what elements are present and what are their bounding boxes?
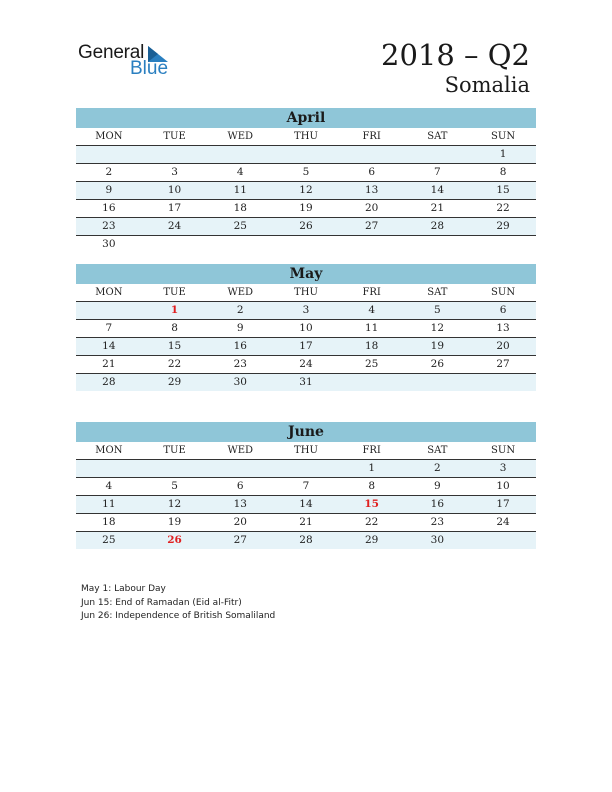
day-cell: 29 — [496, 220, 510, 232]
weekday-label: FRI — [362, 445, 381, 456]
day-cell: 19 — [167, 516, 182, 528]
month-june — [76, 422, 536, 549]
weekday-label: WED — [227, 287, 254, 298]
day-cell: 19 — [430, 340, 445, 352]
day-cell: 6 — [236, 480, 244, 492]
week-row — [76, 338, 536, 356]
day-cell: 22 — [496, 202, 510, 214]
day-cell: 31 — [299, 376, 313, 388]
day-cell: 11 — [233, 184, 247, 196]
week-row — [76, 200, 536, 218]
day-cell: 21 — [299, 516, 313, 528]
day-cell: 4 — [236, 166, 244, 178]
weekday-label: TUE — [163, 131, 186, 142]
empty-day-cell — [207, 236, 273, 253]
day-cell: 5 — [171, 480, 178, 492]
empty-day-cell — [405, 146, 471, 163]
day-cell: 16 — [430, 498, 445, 510]
weekday-label: THU — [294, 287, 318, 298]
empty-day-cell — [405, 236, 471, 253]
holiday-note: May 1: Labour Day — [81, 584, 166, 594]
day-cell: 10 — [299, 322, 313, 334]
holiday-day-cell: 15 — [364, 498, 379, 510]
day-cell: 21 — [102, 358, 116, 370]
weekday-label: MON — [95, 445, 123, 456]
day-cell: 7 — [302, 480, 310, 492]
weekday-label: SUN — [491, 131, 516, 142]
day-cell: 8 — [499, 166, 507, 178]
day-cell: 11 — [364, 322, 379, 334]
month-may — [76, 264, 536, 391]
day-cell: 20 — [233, 516, 247, 528]
day-cell: 13 — [364, 184, 379, 196]
day-cell: 12 — [167, 498, 182, 510]
day-cell: 14 — [102, 340, 116, 352]
week-row — [76, 236, 536, 253]
week-row — [76, 218, 536, 236]
day-cell: 10 — [167, 184, 182, 196]
day-cell: 7 — [105, 322, 113, 334]
weekday-label: SUN — [491, 287, 516, 298]
holiday-note: Jun 15: End of Ramadan (Eid al-Fitr) — [81, 597, 242, 608]
empty-day-cell — [76, 302, 142, 319]
day-cell: 24 — [299, 358, 313, 370]
day-cell: 12 — [299, 184, 313, 196]
day-cell: 6 — [499, 304, 507, 316]
day-cell: 28 — [102, 376, 116, 388]
weekday-label: THU — [294, 445, 318, 456]
logo-blue-text: Blue — [130, 58, 169, 79]
day-cell: 29 — [167, 376, 182, 388]
day-cell: 2 — [236, 304, 244, 316]
day-cell: 18 — [233, 202, 247, 214]
day-cell: 30 — [102, 238, 116, 250]
day-cell: 15 — [167, 340, 182, 352]
empty-day-cell — [339, 236, 405, 253]
week-row — [76, 532, 536, 549]
holiday-day-cell: 1 — [170, 304, 179, 316]
weekday-label: FRI — [362, 287, 381, 298]
week-row — [76, 146, 536, 164]
holiday-note: Jun 26: Independence of British Somaliland — [81, 611, 276, 621]
empty-day-cell — [76, 460, 142, 477]
day-cell: 27 — [233, 534, 247, 546]
day-cell: 3 — [302, 304, 310, 316]
day-cell: 1 — [499, 148, 507, 160]
weekday-label: WED — [227, 445, 254, 456]
empty-day-cell — [142, 236, 208, 253]
day-cell: 27 — [496, 358, 510, 370]
empty-day-cell — [339, 146, 405, 163]
day-cell: 22 — [364, 516, 379, 528]
day-cell: 10 — [496, 480, 510, 492]
holiday-notes — [81, 583, 275, 624]
week-row — [76, 182, 536, 200]
empty-day-cell — [273, 460, 339, 477]
day-cell: 17 — [167, 202, 182, 214]
weekday-header-row — [76, 128, 536, 146]
empty-day-cell — [405, 374, 471, 391]
day-cell: 17 — [496, 498, 510, 510]
empty-day-cell — [470, 532, 536, 549]
weekday-label: TUE — [163, 445, 186, 456]
empty-day-cell — [142, 146, 208, 163]
empty-day-cell — [470, 236, 536, 253]
empty-day-cell — [273, 146, 339, 163]
day-cell: 11 — [102, 498, 116, 510]
empty-day-cell — [207, 460, 273, 477]
weekday-label: FRI — [362, 131, 381, 142]
day-cell: 22 — [167, 358, 182, 370]
week-row — [76, 374, 536, 391]
day-cell: 2 — [434, 462, 441, 474]
day-cell: 5 — [302, 166, 310, 178]
day-cell: 23 — [102, 220, 116, 232]
day-cell: 30 — [430, 534, 445, 546]
day-cell: 17 — [299, 340, 313, 352]
logo-general-text: General — [78, 42, 145, 63]
day-cell: 23 — [233, 358, 247, 370]
month-title: June — [76, 422, 536, 442]
day-cell: 2 — [105, 166, 113, 178]
weekday-label: SUN — [491, 445, 516, 456]
day-cell: 6 — [368, 166, 375, 178]
week-row — [76, 496, 536, 514]
day-cell: 30 — [233, 376, 247, 388]
day-cell: 26 — [299, 220, 313, 232]
day-cell: 24 — [167, 220, 182, 232]
day-cell: 25 — [233, 220, 247, 232]
day-cell: 9 — [105, 184, 113, 196]
empty-day-cell — [339, 374, 405, 391]
week-row — [76, 478, 536, 496]
day-cell: 25 — [102, 534, 116, 546]
empty-day-cell — [273, 236, 339, 253]
empty-day-cell — [470, 374, 536, 391]
empty-day-cell — [76, 146, 142, 163]
day-cell: 27 — [364, 220, 379, 232]
week-row — [76, 514, 536, 532]
day-cell: 25 — [364, 358, 379, 370]
day-cell: 19 — [299, 202, 313, 214]
day-cell: 28 — [430, 220, 445, 232]
weekday-label: WED — [227, 131, 254, 142]
weekday-label: THU — [294, 131, 318, 142]
day-cell: 24 — [496, 516, 510, 528]
weekday-label: SAT — [427, 287, 448, 298]
generalblue-logo — [78, 42, 188, 82]
day-cell: 4 — [105, 480, 113, 492]
empty-day-cell — [207, 146, 273, 163]
month-april — [76, 108, 536, 253]
weekday-label: SAT — [427, 445, 448, 456]
day-cell: 21 — [430, 202, 445, 214]
weekday-label: MON — [95, 287, 123, 298]
day-cell: 3 — [499, 462, 507, 474]
day-cell: 14 — [430, 184, 445, 196]
day-cell: 14 — [299, 498, 313, 510]
day-cell: 5 — [434, 304, 441, 316]
day-cell: 23 — [430, 516, 445, 528]
weekday-header-row — [76, 442, 536, 460]
week-row — [76, 164, 536, 182]
day-cell: 20 — [496, 340, 510, 352]
day-cell: 8 — [368, 480, 375, 492]
page-title: 2018 – Q2 — [381, 38, 530, 72]
week-row — [76, 356, 536, 374]
day-cell: 9 — [236, 322, 244, 334]
day-cell: 26 — [430, 358, 445, 370]
day-cell: 16 — [233, 340, 247, 352]
day-cell: 8 — [171, 322, 178, 334]
week-row — [76, 460, 536, 478]
week-row — [76, 302, 536, 320]
month-title: April — [76, 108, 536, 128]
day-cell: 12 — [430, 322, 445, 334]
week-row — [76, 320, 536, 338]
weekday-label: TUE — [163, 287, 186, 298]
day-cell: 7 — [434, 166, 441, 178]
day-cell: 20 — [364, 202, 379, 214]
day-cell: 18 — [364, 340, 379, 352]
holiday-day-cell: 26 — [167, 534, 182, 546]
day-cell: 15 — [496, 184, 510, 196]
day-cell: 18 — [102, 516, 116, 528]
day-cell: 28 — [299, 534, 313, 546]
month-title: May — [76, 264, 536, 284]
country-name: Somalia — [444, 73, 530, 97]
day-cell: 4 — [368, 304, 375, 316]
day-cell: 1 — [368, 462, 375, 474]
day-cell: 16 — [102, 202, 116, 214]
day-cell: 13 — [233, 498, 247, 510]
empty-day-cell — [142, 460, 208, 477]
day-cell: 3 — [171, 166, 178, 178]
weekday-label: SAT — [427, 131, 448, 142]
weekday-label: MON — [95, 131, 123, 142]
day-cell: 9 — [434, 480, 441, 492]
day-cell: 29 — [364, 534, 379, 546]
weekday-header-row — [76, 284, 536, 302]
day-cell: 13 — [496, 322, 510, 334]
